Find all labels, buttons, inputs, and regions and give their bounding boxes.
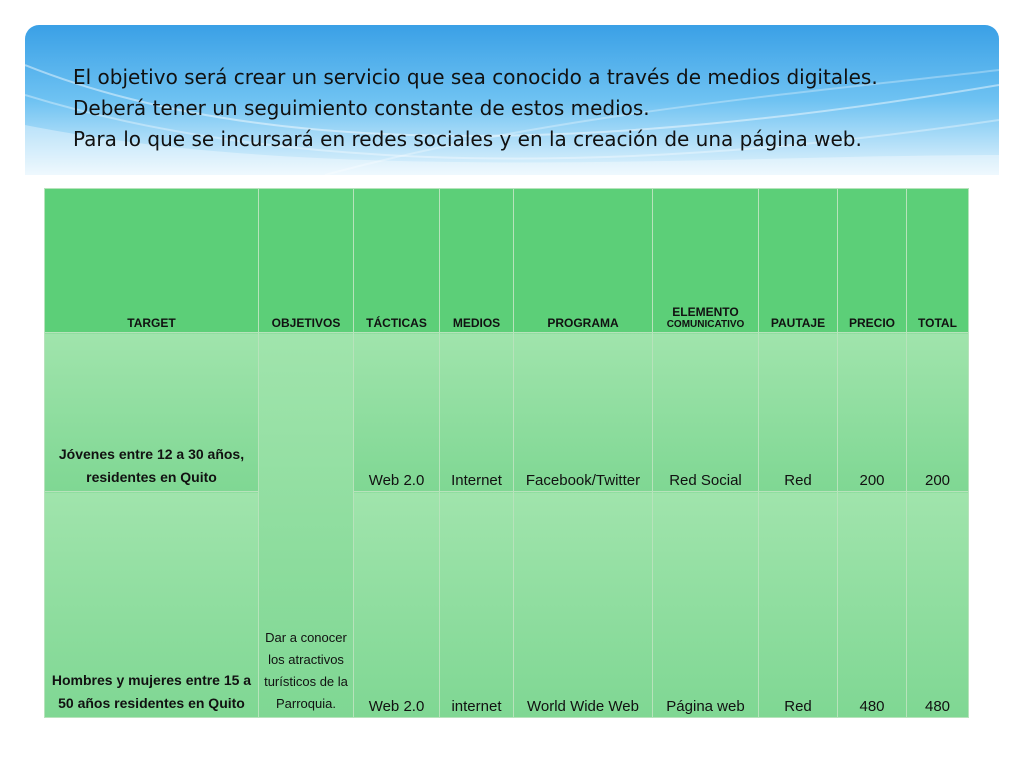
intro-line-2: Deberá tener un seguimiento constante de estos medios. — [73, 96, 650, 120]
cell-target: Jóvenes entre 12 a 30 años, residentes en Quito — [45, 333, 259, 492]
header-elemento-line2: COMUNICATIVO — [666, 319, 745, 330]
cell-total: 480 — [907, 492, 969, 718]
cell-pautaje: Red — [759, 333, 838, 492]
cell-programa: Facebook/Twitter — [514, 333, 653, 492]
table-row — [45, 492, 969, 718]
cell-total: 200 — [907, 333, 969, 492]
cell-elemento: Página web — [653, 492, 759, 718]
cell-objetivo: Dar a conocer los atractivos turísticos de la Parroquia. — [259, 333, 354, 718]
table-row — [45, 333, 969, 492]
header-target: TARGET — [45, 189, 259, 333]
header-tacticas: TÁCTICAS — [354, 189, 440, 333]
intro-line-3: Para lo que se incursará en redes sociales y en la creación de una página web. — [73, 127, 862, 151]
header-programa: PROGRAMA — [514, 189, 653, 333]
intro-line-1: El objetivo será crear un servicio que sea conocido a través de medios digitales. — [73, 65, 878, 89]
media-plan-table — [44, 188, 969, 718]
header-objetivos: OBJETIVOS — [259, 189, 354, 333]
header-medios: MEDIOS — [440, 189, 514, 333]
header-total: TOTAL — [907, 189, 969, 333]
header-pautaje: PAUTAJE — [759, 189, 838, 333]
cell-tacticas: Web 2.0 — [354, 492, 440, 718]
cell-medios: internet — [440, 492, 514, 718]
cell-elemento: Red Social — [653, 333, 759, 492]
header-elemento — [653, 189, 759, 333]
cell-precio: 200 — [838, 333, 907, 492]
cell-target: Hombres y mujeres entre 15 a 50 años residentes en Quito — [45, 492, 259, 718]
intro-text — [73, 62, 993, 155]
header-elemento-line1: ELEMENTO — [672, 305, 739, 319]
header-precio: PRECIO — [838, 189, 907, 333]
cell-programa: World Wide Web — [514, 492, 653, 718]
cell-medios: Internet — [440, 333, 514, 492]
cell-tacticas: Web 2.0 — [354, 333, 440, 492]
cell-pautaje: Red — [759, 492, 838, 718]
cell-precio: 480 — [838, 492, 907, 718]
table-header-row — [45, 189, 969, 333]
